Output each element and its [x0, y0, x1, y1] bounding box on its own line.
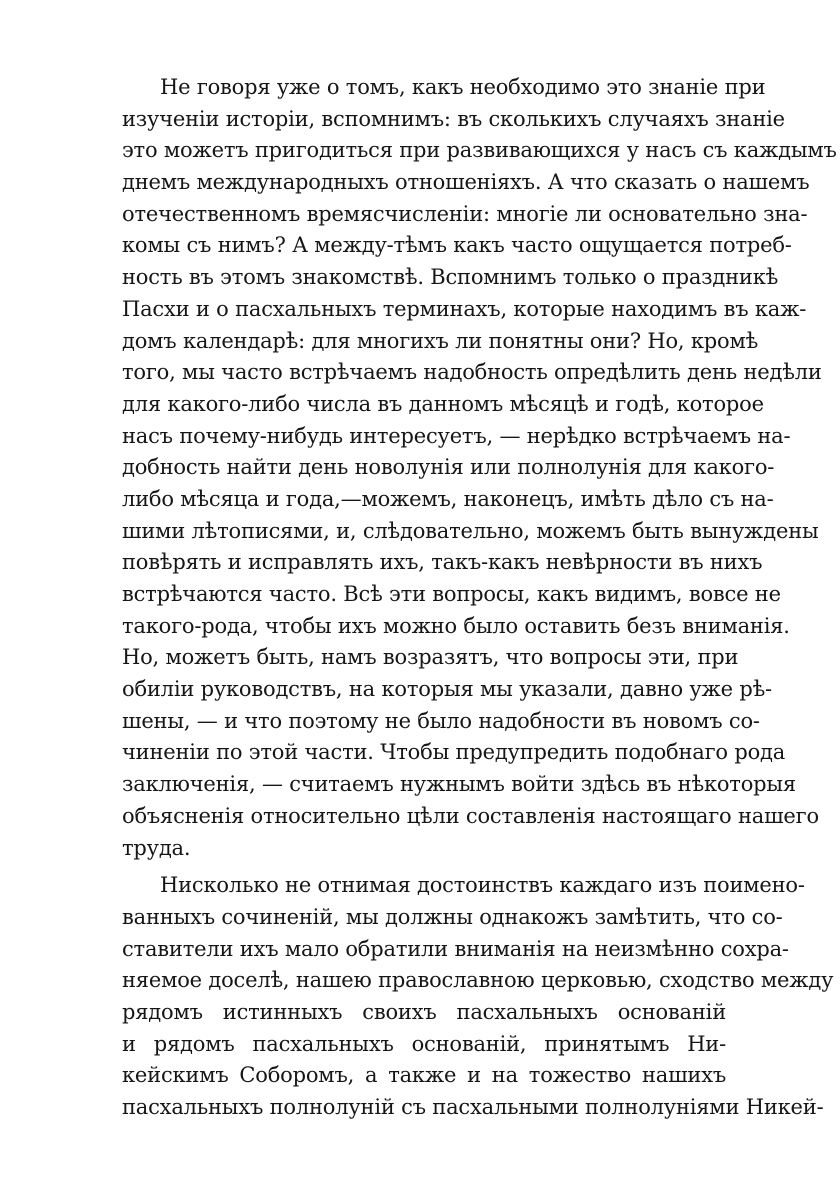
text-line: шими лѣтописями, и, слѣдовательно, можемъ быть вынуждены — [122, 518, 819, 543]
text-line: либо мѣсяца и года,—можемъ, наконецъ, имѣть дѣло съ на- — [122, 486, 774, 511]
text-line: и рядомъ пасхальныхъ основанiй, принятымъ Ни- — [122, 1031, 726, 1056]
text-line: для какого-либо числа въ данномъ мѣсяцѣ и годѣ, которое — [122, 391, 764, 416]
text-line: отечественномъ времясчисленiи: многiе ли основательно зна- — [122, 201, 808, 226]
text-line: няемое доселѣ, нашею православною церковью, сходство между — [122, 968, 834, 993]
text-line: Нисколько не отнимая достоинствъ каждаго изъ поимено- — [160, 873, 805, 898]
text-line: труда. — [122, 835, 191, 860]
text-line: Пасхи и о пасхальныхъ терминахъ, которые находимъ въ каж- — [122, 296, 807, 321]
text-line: пасхальныхъ полнолунiй съ пасхальными полнолунiями Никей- — [122, 1095, 824, 1119]
text-line: ставители ихъ мало обратили вниманiя на неизмѣнно сохра- — [122, 936, 789, 961]
text-line: ванныхъ сочиненiй, мы должны однакожъ замѣтить, что со- — [122, 904, 783, 929]
page-text — [122, 72, 837, 1124]
text-line: объясненiя относительно цѣли составленiя настоящаго нашего — [122, 803, 819, 828]
text-line: того, мы часто встрѣчаемъ надобность опредѣлить день недѣли — [122, 360, 822, 385]
text-line: повѣрять и исправлять ихъ, такъ-какъ невѣрности въ нихъ — [122, 550, 763, 575]
text-line: Но, можетъ быть, намъ возразятъ, что вопросы эти, при — [122, 645, 739, 670]
text-line: встрѣчаются часто. Всѣ эти вопросы, какъ видимъ, вовсе не — [122, 582, 781, 606]
text-line: добность найти день новолунiя или полнолунiя для какого- — [122, 455, 775, 480]
text-line: кейскимъ Соборомъ, а также и на тожество нашихъ — [122, 1063, 726, 1088]
text-line: шены, — и что поэтому не было надобности въ новомъ со- — [122, 708, 760, 733]
text-line: комы съ нимъ? А между-тѣмъ какъ часто ощущается потреб- — [122, 233, 792, 258]
text-line: Не говоря уже о томъ, какъ необходимо это знанiе при — [160, 75, 766, 99]
text-line: изученiи исторiи, вспомнимъ: въ сколькихъ случаяхъ знанiе — [122, 106, 785, 131]
text-line: ность въ этомъ знакомствѣ. Вспомнимъ только о праздникѣ — [122, 265, 779, 290]
text-line: днемъ международныхъ отношенiяхъ. А что сказать о нашемъ — [122, 170, 810, 195]
text-line: насъ почему-нибудь интересуетъ, — нерѣдко встрѣчаемъ на- — [122, 423, 791, 448]
text-line: такого-рода, чтобы ихъ можно было оставить безъ вниманiя. — [122, 613, 790, 638]
text-line: рядомъ истинныхъ своихъ пасхальныхъ основанiй — [122, 999, 726, 1024]
text-line: это можетъ пригодиться при развивающихся у насъ съ каждымъ — [122, 138, 837, 163]
text-line: домъ календарѣ: для многихъ ли понятны они? Но, кромѣ — [122, 328, 759, 353]
text-line: чиненiи по этой части. Чтобы предупредить подобнаго рода — [122, 740, 786, 765]
text-line: обилiи руководствъ, на которыя мы указали, давно уже рѣ- — [122, 677, 772, 702]
text-line: заключенiя, — считаемъ нужнымъ войти здѣсь въ нѣкоторыя — [122, 772, 796, 797]
